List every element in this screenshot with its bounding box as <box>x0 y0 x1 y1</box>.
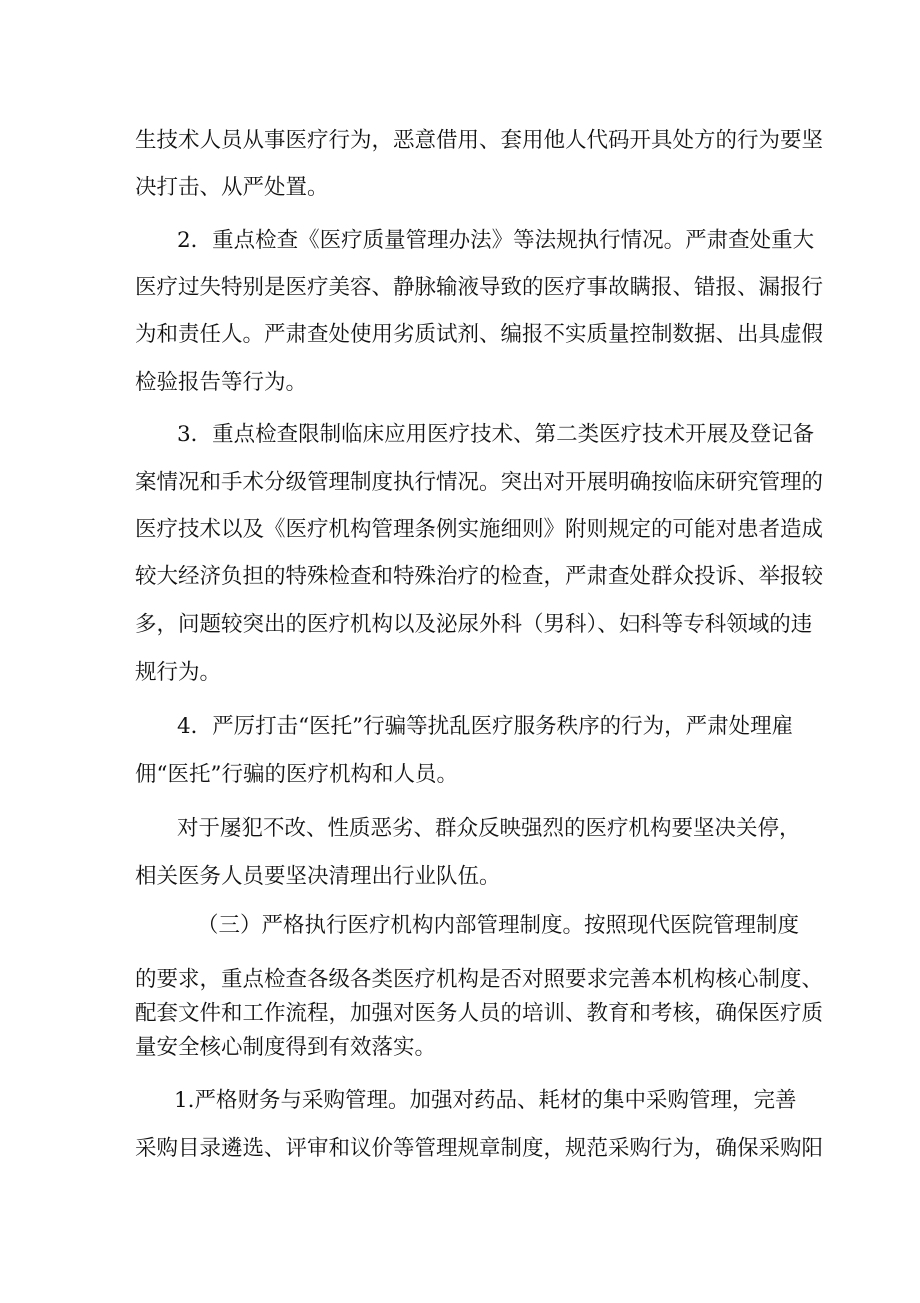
text-line: 对于屡犯不改、性质恶劣、群众反映强烈的医疗机构要坚决关停， <box>177 816 801 841</box>
text-line: 佣“医托”行骗的医疗机构和人员。 <box>135 762 458 787</box>
text-line: 2．重点检查《医疗质量管理办法》等法规执行情况。严肃查处重大 <box>177 228 815 253</box>
text-line: 检验报告等行为。 <box>135 370 308 395</box>
text-line: 采购目录遴选、评审和议价等管理规章制度，规范采购行为，确保采购阳 <box>135 1136 824 1161</box>
text-line: 生技术人员从事医疗行为，恶意借用、套用他人代码开具处方的行为要坚 <box>135 128 824 153</box>
section-heading: （三）严格执行医疗机构内部管理制度。按照现代医院管理制度 <box>197 913 800 938</box>
text-line: 案情况和手术分级管理制度执行情况。突出对开展明确按临床研究管理的 <box>135 470 824 495</box>
text-line: 相关医务人员要坚决清理出行业队伍。 <box>135 864 501 889</box>
text-line: 的要求，重点检查各级各类医疗机构是否对照要求完善本机构核心制度、 <box>135 967 824 992</box>
text-line: 3．重点检查限制临床应用医疗技术、第二类医疗技术开展及登记备 <box>177 422 815 447</box>
text-line: 量安全核心制度得到有效落实。 <box>135 1035 437 1060</box>
text-line: 决打击、从严处置。 <box>135 175 329 200</box>
text-line: 4．严厉打击“医托”行骗等扰乱医疗服务秩序的行为，严肃处理雇 <box>177 714 794 739</box>
text-line: 较大经济负担的特殊检查和特殊治疗的检查，严肃查处群众投诉、举报较 <box>135 564 824 589</box>
text-line: 配套文件和工作流程，加强对医务人员的培训、教育和考核，确保医疗质 <box>135 1001 824 1026</box>
text-line: 医疗过失特别是医疗美容、静脉输液导致的医疗事故瞒报、错报、漏报行 <box>135 275 824 300</box>
text-line: 1.严格财务与采购管理。加强对药品、耗材的集中采购管理，完善 <box>174 1088 797 1113</box>
text-line: 医疗技术以及《医疗机构管理条例实施细则》附则规定的可能对患者造成 <box>135 517 824 542</box>
text-line: 规行为。 <box>135 660 222 685</box>
text-line: 为和责任人。严肃查处使用劣质试剂、编报不实质量控制数据、出具虚假 <box>135 322 824 347</box>
text-line: 多，问题较突出的医疗机构以及泌尿外科（男科）、妇科等专科领域的违 <box>135 612 813 637</box>
